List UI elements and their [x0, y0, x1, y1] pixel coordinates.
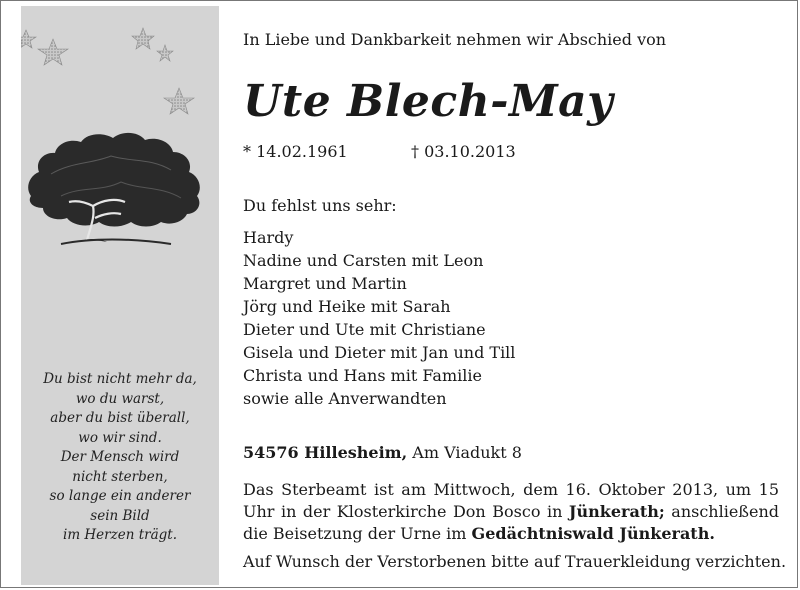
mourner-item: Nadine und Carsten mit Leon: [243, 251, 484, 270]
poem-line: Du bist nicht mehr da,: [43, 371, 197, 387]
birth-date: * 14.02.1961: [243, 142, 348, 161]
mourner-item: Gisela und Dieter mit Jan und Till: [243, 343, 516, 362]
decoration: [21, 6, 219, 266]
star-icon: [38, 39, 68, 65]
poem-line: so lange ein anderer: [49, 488, 191, 504]
mourner-item: sowie alle Anverwandten: [243, 389, 447, 408]
star-icon: [164, 88, 194, 114]
mourner-item: Dieter und Ute mit Christiane: [243, 320, 486, 339]
mourner-item: Margret und Martin: [243, 274, 407, 293]
poem-line: im Herzen trägt.: [63, 527, 177, 543]
address-town: 54576 Hillesheim,: [243, 443, 408, 462]
deceased-name: Ute Blech-May: [243, 76, 614, 127]
poem-line: Der Mensch wird: [60, 449, 180, 465]
mourner-list: [243, 226, 515, 410]
intro-line: In Liebe und Dankbarkeit nehmen wir Abschied von: [243, 30, 667, 49]
poem-line: wo wir sind.: [78, 429, 162, 446]
funeral-place: Jünkerath;: [568, 502, 665, 521]
mourner-item: Hardy: [243, 228, 294, 247]
dress-request: Auf Wunsch der Verstorbenen bitte auf Trauerkleidung verzichten.: [243, 552, 787, 571]
left-panel: [21, 6, 219, 585]
mourner-item: Christa und Hans mit Familie: [243, 366, 482, 385]
poem: [21, 370, 219, 546]
poem-line: aber du bist überall,: [50, 410, 190, 426]
death-date: † 03.10.2013: [411, 142, 516, 161]
miss-line: Du fehlst uns sehr:: [243, 196, 397, 215]
address-street: Am Viadukt 8: [407, 443, 522, 462]
address: [243, 443, 522, 462]
star-icon: [157, 45, 173, 61]
burial-place: Gedächtniswald Jünkerath.: [471, 524, 715, 543]
star-icon: [21, 30, 36, 48]
poem-line: wo du warst,: [75, 390, 165, 407]
star-icon: [132, 28, 154, 49]
poem-line: nicht sterben,: [72, 468, 168, 485]
mourner-item: Jörg und Heike mit Sarah: [243, 297, 451, 316]
funeral-text: Das Sterbeamt ist am Mittwoch, dem 16. Oktober 2013, um 15 Uhr in der Klosterkirche Don Bosco in: [243, 480, 779, 521]
funeral-text: anschließend die Beisetzung der Urne im: [243, 502, 779, 543]
life-dates: [243, 142, 516, 161]
tree-illustration: [28, 133, 200, 244]
funeral-info: [243, 479, 779, 545]
poem-line: sein Bild: [90, 507, 150, 524]
